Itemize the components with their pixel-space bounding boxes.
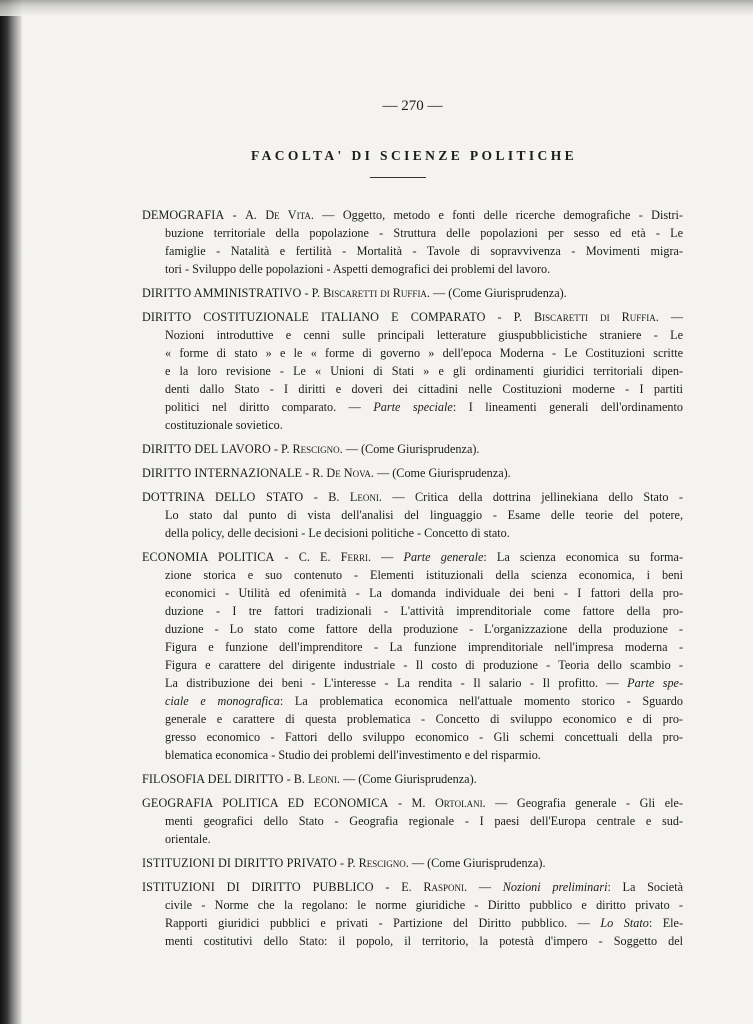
course-title: ISTITUZIONI DI DIRITTO PUBBLICO	[142, 880, 374, 894]
text-line: ISTITUZIONI DI DIRITTO PUBBLICO - E. Rasponi. — Nozioni preliminari: La Società	[142, 880, 684, 894]
description-text: duzione - I tre fattori tradizionali - L'attività imprenditoriale come fattore della pro-	[165, 604, 683, 618]
italic-subheading: Nozioni preliminari	[502, 880, 608, 894]
description-text: La distribuzione dei beni - L'interesse - La rendita - Il salario - Il profitto. —	[165, 676, 628, 690]
course-author: R. De Nova.	[312, 466, 374, 480]
description-text: denti dallo Stato - I diritti e doveri dei cittadini nelle Costituzioni moderne - I partiti	[165, 382, 683, 396]
description-text: gresso economico - Fattori dello sviluppo economico - Gli schemi concettuali della pro-	[165, 730, 683, 744]
course-entry	[142, 488, 683, 542]
course-entry	[142, 854, 683, 872]
text-line	[165, 242, 683, 260]
description-text: — (Come Giurisprudenza).	[408, 856, 546, 870]
course-entry	[142, 440, 683, 458]
text-line: ISTITUZIONI DI DIRITTO PRIVATO - P. Rescigno. — (Come Giurisprudenza).	[142, 856, 546, 870]
text-line	[165, 524, 683, 542]
course-title: DIRITTO AMMINISTRATIVO	[142, 286, 302, 300]
italic-subheading: Lo Stato	[600, 916, 649, 930]
text-line	[165, 830, 683, 848]
course-title: DIRITTO DEL LAVORO	[142, 442, 271, 456]
course-author: C. E. Ferri.	[298, 550, 372, 564]
text-line: DIRITTO COSTITUZIONALE ITALIANO E COMPARATO - P. Biscaretti di Ruffia. —	[142, 310, 684, 324]
heading-rule	[370, 177, 426, 178]
course-entry	[142, 464, 683, 482]
text-line	[165, 260, 683, 278]
description-text: menti geografici dello Stato - Geografia regionale - I paesi dell'Europa centrale e sud-	[165, 814, 683, 828]
course-author: P. Rescigno.	[281, 442, 343, 456]
faculty-heading: FACOLTA' DI SCIENZE POLITICHE	[250, 148, 578, 163]
text-line	[165, 380, 683, 398]
description-text: Lo stato dal punto di vista dell'analisi del linguaggio - Esame delle teorie del potere,	[165, 508, 683, 522]
italic-subheading: Parte generale	[403, 550, 484, 564]
description-text: : La Società	[607, 880, 684, 894]
description-text: — (Come Giurisprudenza).	[339, 772, 477, 786]
text-line	[165, 932, 683, 950]
text-line	[165, 656, 683, 674]
course-title: DIRITTO COSTITUZIONALE ITALIANO E COMPARATO	[142, 310, 486, 324]
course-entry	[142, 308, 683, 434]
description-text: — (Come Giurisprudenza).	[373, 466, 511, 480]
description-text: Figura e carattere del dirigente industriale - Il costo di produzione - Teoria dello scambio -	[165, 658, 683, 672]
course-entry	[142, 284, 683, 302]
scan-top-edge	[0, 0, 753, 16]
course-author: P. Rescigno.	[347, 856, 409, 870]
description-text: menti costitutivi dello Stato: il popolo, il territorio, la potestà d'impero - Soggetto del	[165, 934, 683, 948]
text-line	[165, 416, 683, 434]
course-list	[142, 206, 683, 956]
description-text: —	[658, 310, 684, 324]
description-text: della policy, delle decisioni - Le decisioni politiche - Concetto di stato.	[165, 526, 510, 540]
course-title: DOTTRINA DELLO STATO	[142, 490, 304, 504]
description-text: civile - Norme che la regolano: le norme giuridiche - Diritto pubblico e diritto privato -	[165, 898, 683, 912]
text-line	[165, 566, 683, 584]
description-text: — (Come Giurisprudenza).	[342, 442, 480, 456]
description-text: : La scienza economica su forma-	[483, 550, 684, 564]
description-text: costituzionale sovietico.	[165, 418, 283, 432]
text-line	[165, 914, 683, 932]
text-line	[165, 326, 683, 344]
description-text: « forme di stato » e le « forme di governo » dell'epoca Moderna - Le Costituzioni scritte	[165, 346, 683, 360]
course-author: P. Biscaretti di Ruffia.	[513, 310, 659, 324]
course-title: GEOGRAFIA POLITICA ED ECONOMICA	[142, 796, 389, 810]
course-title: FILOSOFIA DEL DIRITTO	[142, 772, 284, 786]
text-line: DEMOGRAFIA - A. De Vita. — Oggetto, metodo e fonti delle ricerche demografiche - Distri-	[142, 208, 683, 222]
course-author: E. Rasponi.	[401, 880, 468, 894]
description-text: Nozioni introduttive e cenni sulle principali letterature giuspubblicistiche straniere - Le	[165, 328, 683, 342]
description-text: — Oggetto, metodo e fonti delle ricerche demografiche - Distri-	[313, 208, 683, 222]
course-title: DIRITTO INTERNAZIONALE	[142, 466, 303, 480]
description-text: zione storica e suo contenuto - Elementi istituzionali della scienza economica, i beni	[165, 568, 683, 582]
text-line	[165, 224, 683, 242]
italic-subheading: ciale e monografica	[165, 694, 280, 708]
course-author: A. De Vita.	[245, 208, 314, 222]
description-text: duzione - Lo stato come fattore della produzione - L'organizzazione della produzione -	[165, 622, 683, 636]
course-entry	[142, 878, 683, 950]
text-line	[165, 710, 683, 728]
description-text: famiglie - Natalità e fertilità - Mortalità - Tavole di sopravvivenza - Movimenti migra-	[165, 244, 683, 258]
course-entry	[142, 770, 683, 788]
course-title: DEMOGRAFIA	[142, 208, 225, 222]
course-entry	[142, 794, 683, 848]
course-title: ISTITUZIONI DI DIRITTO PRIVATO	[142, 856, 337, 870]
description-text: : Ele-	[648, 916, 683, 930]
description-text: generale e carattere di questa problematica - Concetto di sviluppo economico e di pro-	[165, 712, 683, 726]
course-entry	[142, 206, 683, 278]
description-text: — Critica della dottrina jellinekiana dello Stato -	[381, 490, 683, 504]
course-author: B. Leoni.	[293, 772, 340, 786]
course-author: P. Biscaretti di Ruffia.	[311, 286, 430, 300]
text-line	[165, 620, 683, 638]
text-line: DIRITTO INTERNAZIONALE - R. De Nova. — (Come Giurisprudenza).	[142, 466, 511, 480]
course-title: ECONOMIA POLITICA	[142, 550, 275, 564]
course-author: M. Ortolani.	[411, 796, 486, 810]
description-text: orientale.	[165, 832, 211, 846]
italic-subheading: Parte speciale	[373, 400, 453, 414]
description-text: Rapporti giuridici pubblici e privati - Partizione del Diritto pubblico. —	[165, 916, 601, 930]
description-text: politici nel diritto comparato. —	[165, 400, 374, 414]
text-line	[165, 746, 683, 764]
text-line	[165, 506, 683, 524]
text-line	[165, 692, 683, 710]
description-text: : I lineamenti generali dell'ordinamento	[452, 400, 683, 414]
text-line	[165, 602, 683, 620]
course-entry	[142, 548, 683, 764]
text-line: ECONOMIA POLITICA - C. E. Ferri. — Parte generale: La scienza economica su forma-	[142, 550, 684, 564]
description-text: : La problematica economica nell'attuale momento storico - Sguardo	[279, 694, 683, 708]
text-line	[165, 398, 683, 416]
text-line: FILOSOFIA DEL DIRITTO - B. Leoni. — (Come Giurisprudenza).	[142, 772, 477, 786]
italic-subheading: Parte spe-	[627, 676, 684, 690]
text-line	[165, 674, 683, 692]
course-author: B. Leoni.	[328, 490, 382, 504]
page-number: — 270 —	[382, 98, 443, 114]
text-line	[165, 896, 683, 914]
description-text: economici - Utilità ed ofenimità - La domanda individuale dei beni - I fattori della pro-	[165, 586, 683, 600]
description-text: e la loro revisione - Le « Unioni di Stati » e gli ordinamenti giuridici territoriali dipen-	[165, 364, 683, 378]
text-line	[165, 344, 683, 362]
text-line	[165, 728, 683, 746]
text-line: DIRITTO AMMINISTRATIVO - P. Biscaretti di Ruffia. — (Come Giurisprudenza).	[142, 286, 567, 300]
description-text: — Geografia generale - Gli ele-	[485, 796, 683, 810]
description-text: blematica economica - Studio dei problemi dell'investimento e del risparmio.	[165, 748, 541, 762]
description-text: Figura e funzione dell'imprenditore - La funzione imprenditoriale nell'impresa moderna -	[165, 640, 683, 654]
description-text: —	[467, 880, 503, 894]
text-line	[165, 584, 683, 602]
text-line: DOTTRINA DELLO STATO - B. Leoni. — Critica della dottrina jellinekiana dello Stato -	[142, 490, 683, 504]
text-line	[165, 812, 683, 830]
description-text: — (Come Giurisprudenza).	[429, 286, 567, 300]
text-line	[165, 362, 683, 380]
text-line: GEOGRAFIA POLITICA ED ECONOMICA - M. Ortolani. — Geografia generale - Gli ele-	[142, 796, 683, 810]
description-text: tori - Sviluppo delle popolazioni - Aspetti demografici dei problemi del lavoro.	[165, 262, 551, 276]
text-line: DIRITTO DEL LAVORO - P. Rescigno. — (Come Giurisprudenza).	[142, 442, 480, 456]
description-text: —	[371, 550, 404, 564]
description-text: buzione territoriale della popolazione - Struttura delle popolazioni per sesso ed età - Le	[165, 226, 683, 240]
text-line	[165, 638, 683, 656]
